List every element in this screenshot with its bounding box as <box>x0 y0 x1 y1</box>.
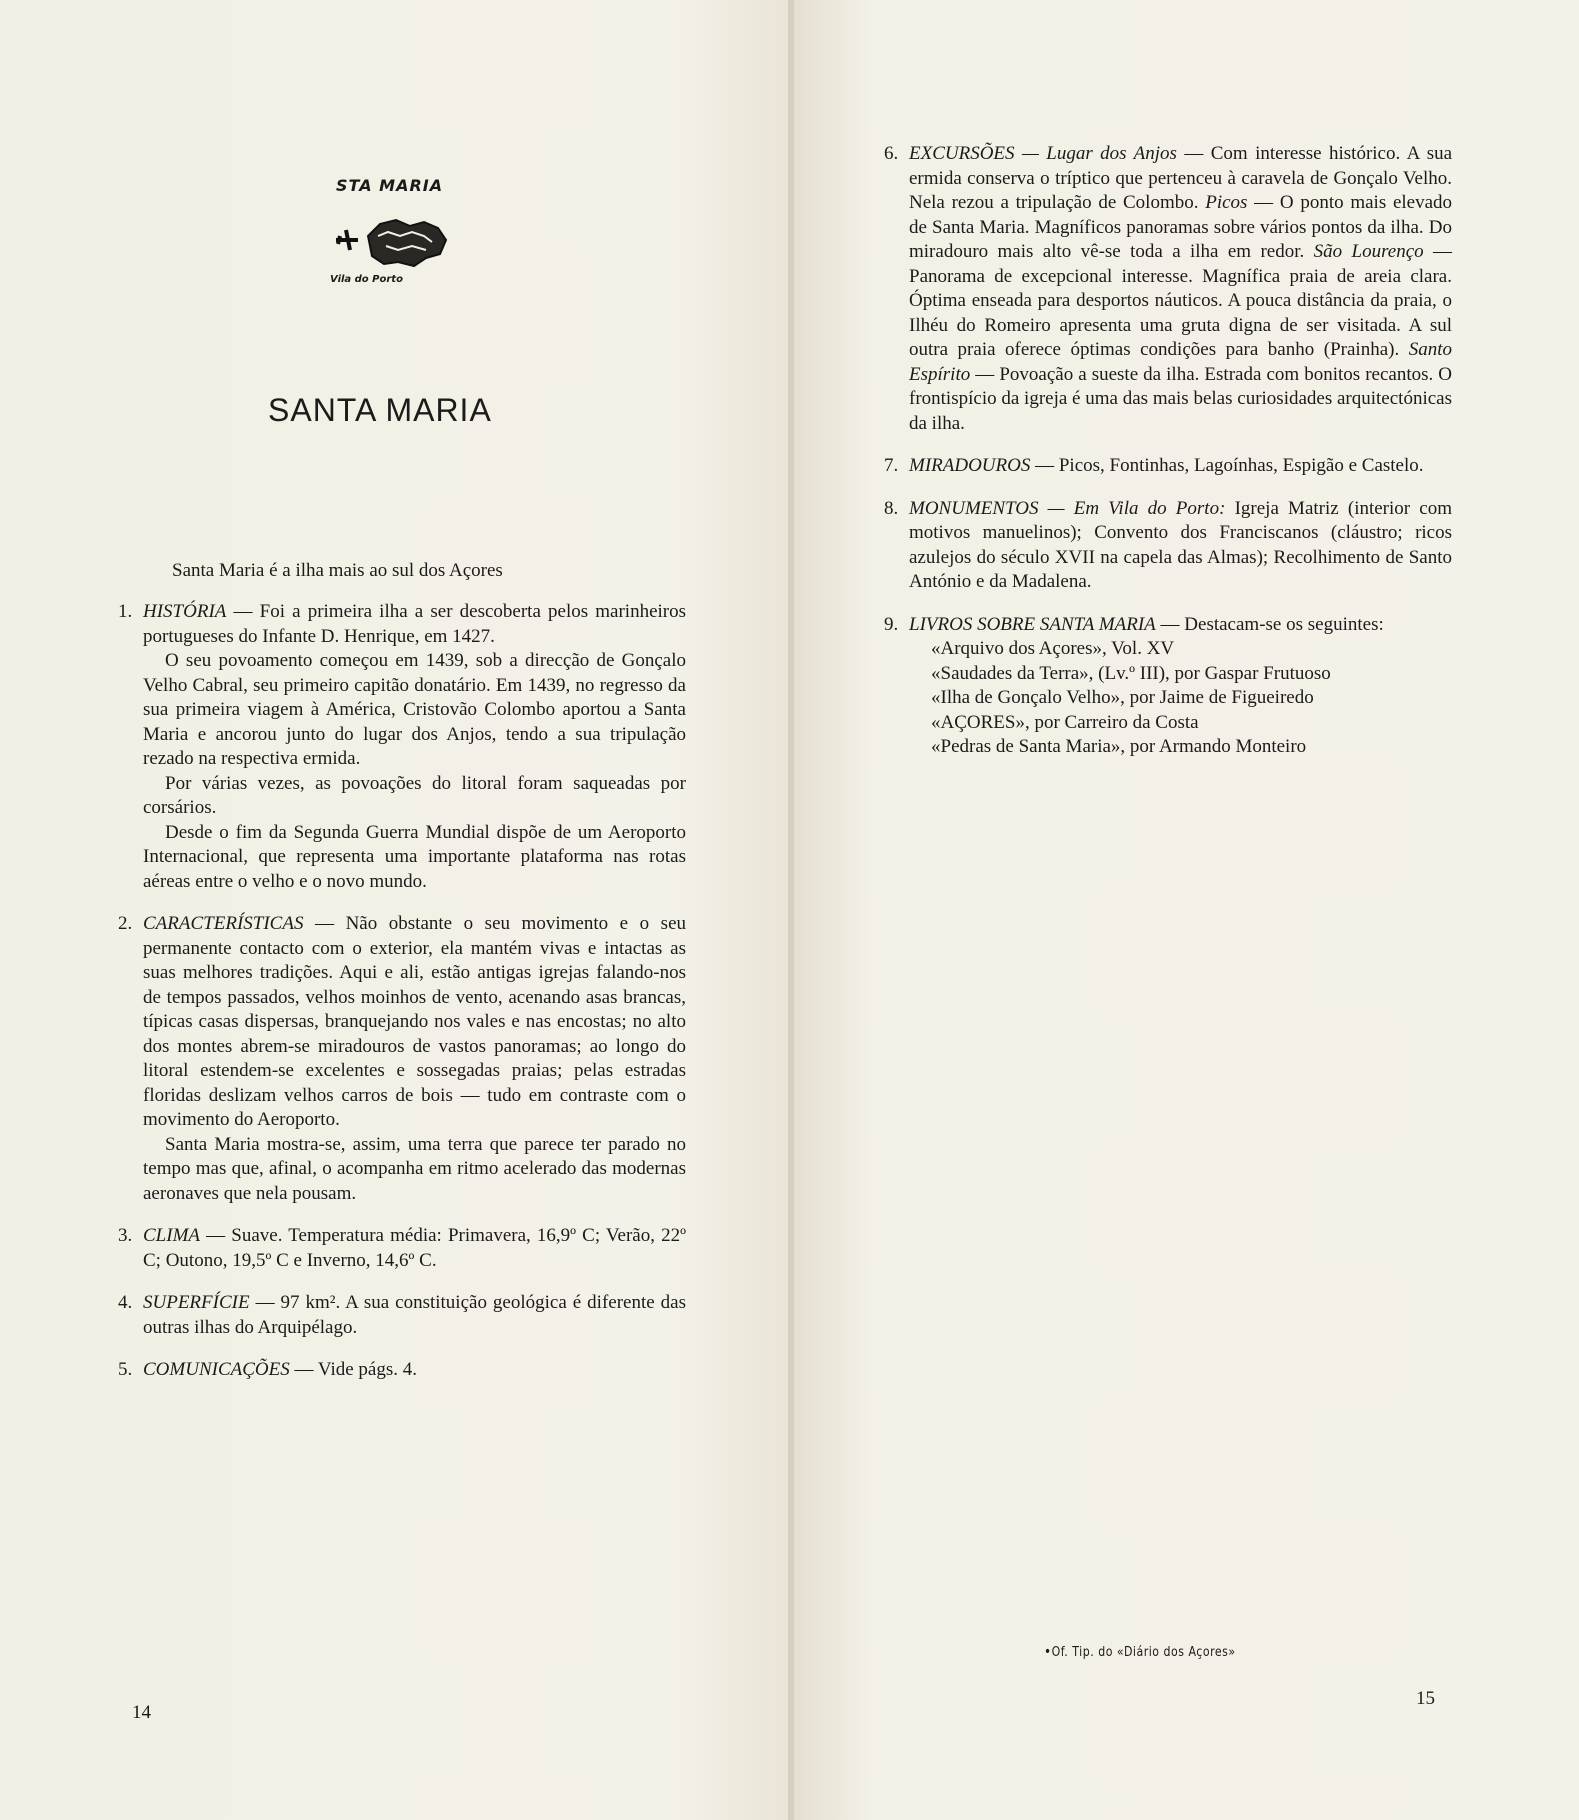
logo-top-label: STA MARIA <box>336 176 444 195</box>
section-text: — Não obstante o seu movimento e o seu permanente contacto com o exterior, ela mantém vivas e intactas as suas melhores tradições. Aqui e ali, estão antigas igrejas falando-nos de tempos passados, velhos moinhos de vento, acenando asas brancas, típicas casas dispersas, branquejando nos vales e nas encostas; no alto dos montes abrem-se miradouros de vastos panoramas; ao longo do litoral estendem-se excelentes e sossegadas praias; pelas estradas floridas deslizam velhos carros de bois — tudo em contraste com o movimento do Aeroporto. <box>143 913 687 1130</box>
santa-maria-logo <box>318 176 488 296</box>
island-map-icon <box>328 206 458 276</box>
section-heading: CLIMA <box>143 1225 200 1246</box>
section-text: — Picos, Fontinhas, Lagoínhas, Espigão e Castelo. <box>1035 455 1424 476</box>
book-entry: «Saudades da Terra», (Lv.º III), por Gaspar Frutuoso <box>931 662 1331 684</box>
section-monumentos <box>884 497 1452 595</box>
section-heading: LIVROS SOBRE SANTA MARIA <box>909 613 1156 635</box>
airplane-icon <box>336 230 358 250</box>
section-excursoes <box>884 142 1452 436</box>
section-text: — Foi a primeira ilha a ser descoberta pelos marinheiros portugueses do Infante D. Henrique, em 1427. <box>143 601 687 647</box>
section-number: 5. <box>118 1359 133 1380</box>
book-entry: «Ilha de Gonçalo Velho», por Jaime de Figueiredo <box>931 687 1314 708</box>
logo-bottom-label: Vila do Porto <box>330 274 403 285</box>
section-text: Igreja Matriz (interior com motivos manuelinos); Convento dos Franciscanos (cláustro; ricos azulejos do século XVII na capela das Almas); Recolhimento de Santo António e da Madalena. <box>909 497 1452 592</box>
intro-line: Santa Maria é a ilha mais ao sul dos Açores <box>172 560 503 581</box>
section-number: 4. <box>118 1292 133 1313</box>
printer-credit: • Of. Tip. do «Diário dos Açores» <box>1044 1643 1236 1660</box>
section-livros <box>884 613 1452 760</box>
section-heading: SUPERFÍCIE <box>143 1292 250 1313</box>
section-heading: EXCURSÕES <box>909 143 1015 164</box>
section-paragraph: Por várias vezes, as povoações do litoral foram saqueadas por corsários. <box>143 772 686 818</box>
section-text: — O ponto mais elevado de Santa Maria. Magníficos panoramas sobre vários pontos da ilha. Do miradouro mais alto vê-se toda a ilha em redor. <box>909 192 1453 262</box>
section-number: 7. <box>884 455 899 476</box>
section-clima <box>118 1224 686 1273</box>
right-column <box>884 142 1452 778</box>
section-historia <box>118 600 686 894</box>
section-paragraph: O seu povoamento começou em 1439, sob a direcção de Gonçalo Velho Cabral, seu primeiro capitão donatário. Em 1439, no regresso da sua primeira viagem à América, Cristovão Colombo aportou a Santa Maria e ancorou junto do lugar dos Anjos, tendo a sua tripulação rezado na respectiva ermida. <box>143 650 686 769</box>
section-heading: CARACTERÍSTICAS <box>143 913 304 934</box>
section-heading: MONUMENTOS <box>909 497 1039 519</box>
section-miradouros <box>884 454 1452 479</box>
section-superficie <box>118 1291 686 1340</box>
place-name: — Em Vila do Porto: <box>1047 497 1226 519</box>
section-text: — Povoação a sueste da ilha. Estrada com bonitos recantos. O frontispício da igreja é uma das mais belas curiosidades arquitectónicas da ilha. <box>909 363 1453 434</box>
right-page <box>794 0 1579 1820</box>
section-number: 9. <box>884 613 899 635</box>
section-number: 3. <box>118 1225 133 1246</box>
left-column <box>118 600 686 1401</box>
section-text: — Vide págs. 4. <box>294 1359 418 1380</box>
page-title: SANTA MARIA <box>268 392 492 428</box>
place-name: Santo Espírito <box>909 339 1452 385</box>
section-heading: HISTÓRIA <box>143 601 227 622</box>
section-text: — Panorama de excepcional interesse. Magnífica praia de areia clara. Óptima enseada para desportos náuticos. A pouca distância da praia, o Ilhéu do Romeiro apresenta uma gruta digna de ser visitada. A sul outra praia oferece óptimas condições para banho (Prainha). <box>909 241 1452 360</box>
section-text: — Suave. Temperatura média: Primavera, 16,9º C; Verão, 22º C; Outono, 19,5º C e Inverno, 14,6º C. <box>143 1225 687 1271</box>
page-number-left: 14 <box>132 1702 151 1723</box>
book-entry: «AÇORES», por Carreiro da Costa <box>931 711 1199 733</box>
section-number: 2. <box>118 913 133 934</box>
section-caracteristicas <box>118 912 686 1206</box>
section-heading: COMUNICAÇÕES <box>143 1359 290 1380</box>
section-paragraph: Desde o fim da Segunda Guerra Mundial dispõe de um Aeroporto Internacional, que representa uma importante plataforma nas rotas aéreas entre o velho e o novo mundo. <box>143 821 686 892</box>
place-name: — Lugar dos Anjos <box>1021 143 1177 164</box>
section-number: 1. <box>118 601 133 622</box>
section-text: — Destacam-se os seguintes: <box>1160 613 1384 635</box>
section-text: — Com interesse histórico. A sua ermida conserva o tríptico que pertenceu à caravela de Gonçalo Velho. Nela rezou a tripulação de Colombo. <box>909 143 1453 213</box>
book-entry: «Arquivo dos Açores», Vol. XV <box>931 638 1175 659</box>
section-number: 6. <box>884 143 899 164</box>
section-paragraph: Santa Maria mostra-se, assim, uma terra que parece ter parado no tempo mas que, afinal, o acompanha em ritmo acelerado das modernas aeronaves que nela pousam. <box>143 1133 686 1204</box>
section-text: — 97 km². A sua constituição geológica é diferente das outras ilhas do Arquipélago. <box>143 1292 686 1338</box>
section-number: 8. <box>884 497 899 519</box>
section-heading: MIRADOUROS <box>909 455 1031 476</box>
book-entry: «Pedras de Santa Maria», por Armando Monteiro <box>931 736 1307 757</box>
page-number-right: 15 <box>1416 1688 1435 1709</box>
place-name: São Lourenço <box>1313 241 1424 262</box>
section-comunicacoes <box>118 1358 686 1383</box>
place-name: Picos <box>1205 192 1248 213</box>
